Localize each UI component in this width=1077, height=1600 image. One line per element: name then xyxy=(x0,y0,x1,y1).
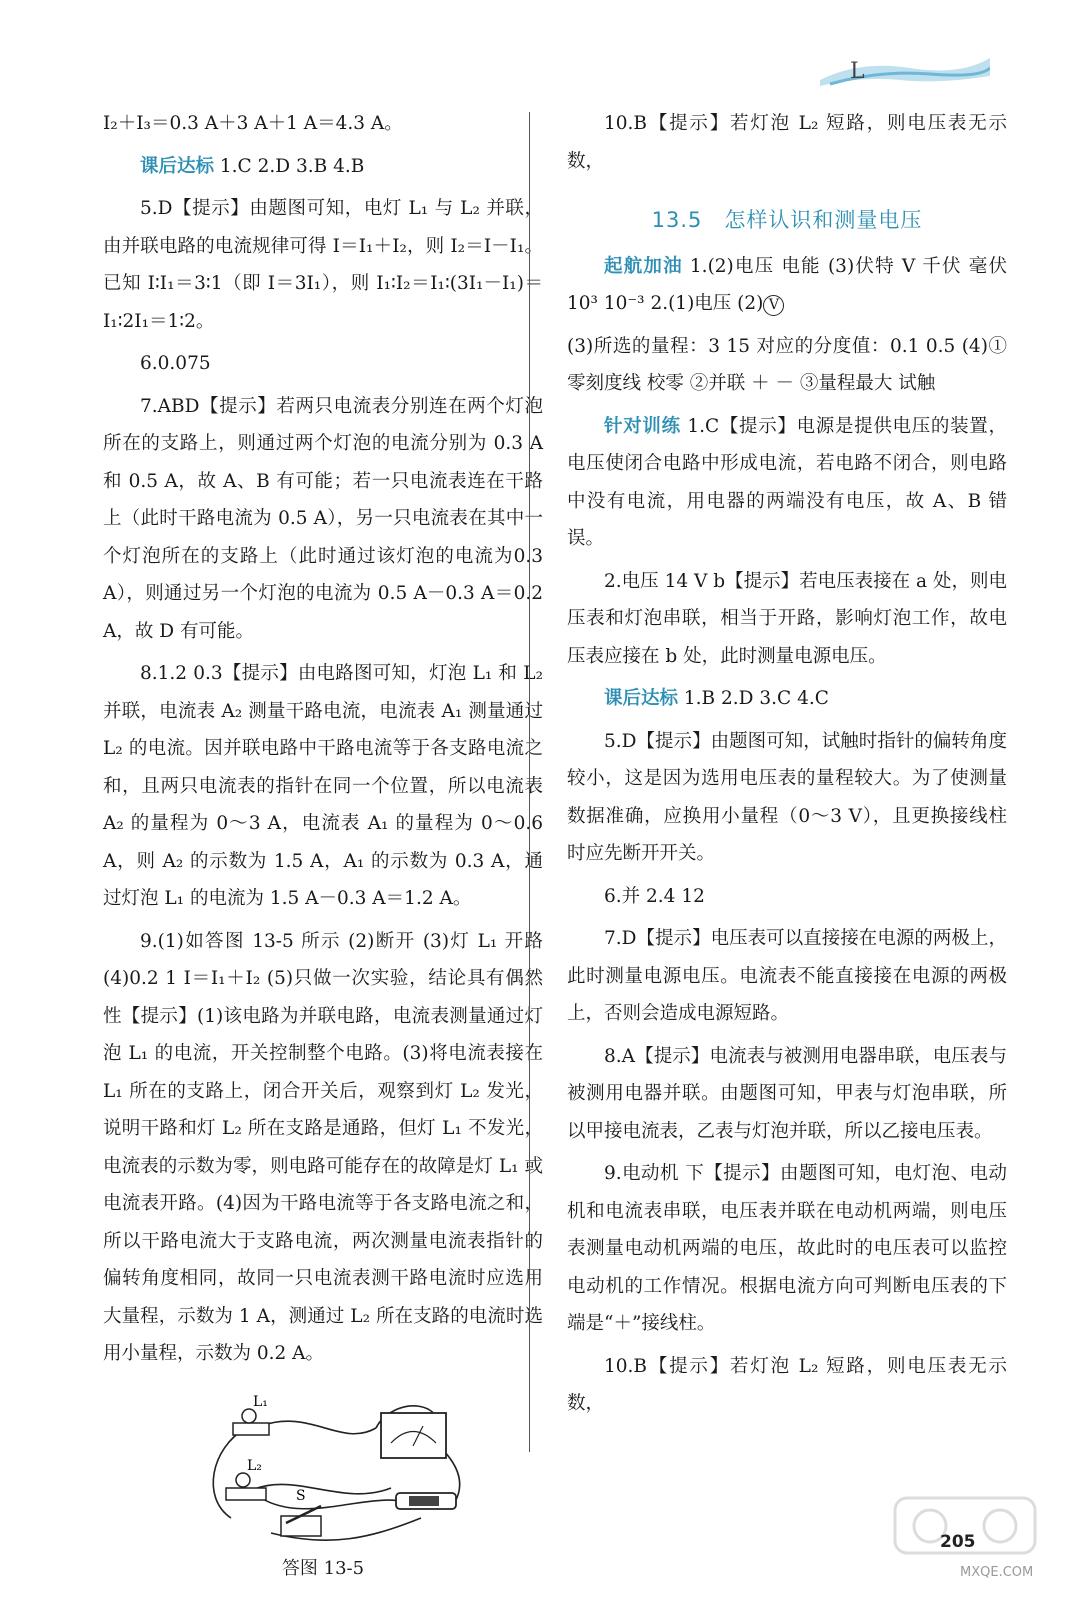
svg-text:L: L xyxy=(850,59,865,84)
qihang-answers-a: 1.(2)电压 电能 (3)伏特 V 千伏 毫伏 10³ 10⁻³ 2.(1)电压 (2) xyxy=(567,255,1007,314)
figure-label-l2: L₂ xyxy=(247,1457,262,1474)
answer-10: 10.B【提示】若灯泡 L₂ 短路，则电压表无示数， xyxy=(567,113,1007,172)
answer-10-right: 10.B【提示】若灯泡 L₂ 短路，则电压表无示数， xyxy=(567,1355,1007,1414)
header-decoration xyxy=(820,50,990,90)
figure-label-s: S xyxy=(296,1487,306,1504)
kehou-heading xyxy=(567,680,1007,718)
answer-5: 5.D【提示】由题图可知，电灯 L₁ 与 L₂ 并联，由并联电路的电流规律可得 I＝I₁＋I₂，则 I₂＝I－I₁。已知 I∶I₁＝3∶1（即 I＝3I₁），则 I₁∶I₂＝I₁∶(3I₁－I₁)＝I₁∶2I₁＝1∶2。 xyxy=(103,198,543,332)
answer-9-right: 9.电动机 下【提示】由题图可知，电灯泡、电动机和电流表串联，电压表并联在电动机两端，则电压表测量电动机两端的电压，故此时的电压表可以监控电动机的工作情况。根据电流方向可判断电压表的下端是“＋”接线柱。 xyxy=(567,1163,1007,1334)
section-title: 13.5 怎样认识和测量电压 xyxy=(651,208,923,232)
answer-7: 7.ABD【提示】若两只电流表分别连在两个灯泡所在的支路上，则通过两个灯泡的电流分别为 0.3 A 和 0.5 A，故 A、B 有可能；若一只电流表连在干路上（此时干路电流为 0.5 A），另一只电流表在其中一个灯泡所在的支路上（此时通过该灯泡的电流为0.3 A），则通过另一个灯泡的电流为 0.5 A－0.3 A＝0.2 A，故 D 有可能。 xyxy=(103,395,543,642)
section-answers: 1.C 2.D 3.B 4.B xyxy=(214,155,365,177)
zhendui-answer-2: 2.电压 14 V b【提示】若电压表接在 a 处，则电压表和灯泡串联，相当于开路，影响灯泡工作，故电压表应接在 b 处，此时测量电源电压。 xyxy=(567,570,1007,667)
right-column xyxy=(567,105,1007,1428)
watermark-logo xyxy=(890,1488,1040,1568)
answer-line-l0: I₂＋I₃＝0.3 A＋3 A＋1 A＝4.3 A。 xyxy=(103,113,403,134)
watermark-text: MXQE.COM xyxy=(960,1565,1034,1580)
figure-label-l1: L₁ xyxy=(253,1393,268,1410)
zhendui-answer-1 xyxy=(567,408,1007,558)
zhendui-answer-1-text: 1.C【提示】电源是提供电压的装置，电压使闭合电路中形成电流，若电路不闭合，则电路中没有电流，用电器的两端没有电压，故 A、B 错误。 xyxy=(567,415,1007,549)
answer-8-right: 8.A【提示】电流表与被测用电器串联，电压表与被测用电器并联。由题图可知，甲表与灯泡串联，所以甲接电流表，乙表与灯泡并联，所以乙接电压表。 xyxy=(567,1045,1007,1142)
qihang-answers xyxy=(567,248,1007,323)
section-label: 课后达标 xyxy=(604,688,679,709)
answer-6: 6.0.075 xyxy=(140,353,211,374)
circuit-diagram xyxy=(191,1388,491,1548)
kehou-answers: 1.B 2.D 3.C 4.C xyxy=(678,688,829,709)
section-label: 针对训练 xyxy=(604,415,681,437)
answer-6-right: 6.并 2.4 12 xyxy=(604,885,705,907)
figure-caption: 答图 13-5 xyxy=(281,1557,365,1579)
answer-5-right: 5.D【提示】由题图可知，试触时指针的偏转角度较小，这是因为选用电压表的量程较大。为了使测量数据准确，应换用小量程（0～3 V），且更换接线柱时应先断开开关。 xyxy=(567,730,1007,864)
qihang-answers-b: (3)所选的量程：3 15 对应的分度值：0.1 0.5 (4)①零刻度线 校零 ②并联 ＋ － ③量程最大 试触 xyxy=(567,335,1007,394)
voltmeter-symbol-icon: V xyxy=(763,295,784,316)
answer-section-heading xyxy=(103,148,543,186)
circuit-figure xyxy=(191,1388,491,1548)
answer-7-right: 7.D【提示】电压表可以直接接在电源的两极上，此时测量电源电压。电流表不能直接接在电源的两极上，否则会造成电源短路。 xyxy=(567,928,1007,1024)
answer-8: 8.1.2 0.3【提示】由电路图可知，灯泡 L₁ 和 L₂ 并联，电流表 A₂ 测量干路电流，电流表 A₁ 测量通过 L₂ 的电流。因并联电路中干路电流等于各支路电流之和，且两只电流表的指针在同一个位置，所以电流表 A₂ 的量程为 0～3 A，电流表 A₁ 的量程为 0～0.6 A，则 A₂ 的示数为 1.5 A，A₁ 的示数为 0.3 A，通过灯泡 L₁ 的电流为 1.5 A－0.3 A＝1.2 A。 xyxy=(103,663,543,909)
page-number: 205 xyxy=(940,1532,976,1552)
section-label: 起航加油 xyxy=(604,255,683,277)
section-label: 课后达标 xyxy=(140,155,215,177)
left-column xyxy=(103,105,543,1587)
answer-9: 9.(1)如答图 13-5 所示 (2)断开 (3)灯 L₁ 开路 (4)0.2 1 I＝I₁＋I₂ (5)只做一次实验，结论具有偶然性【提示】(1)该电路为并联电路，电流表测量通过灯泡 L₁ 的电流，开关控制整个电路。(3)将电流表接在 L₁ 所在的支路上，闭合开关后，观察到灯 L₂ 发光，说明干路和灯 L₂ 所在支路是通路，但灯 L₁ 不发光，电流表的示数为零，则电路可能存在的故障是灯 L₁ 或电流表开路。(4)因为干路电流等于各支路电流之和，所以干路电流大于支路电流，两次测量电流表指针的偏转角度相同，故同一只电流表测干路电流时应选用大量程，示数为 1 A，测通过 L₂ 所在支路的电流时选用小量程，示数为 0.2 A。 xyxy=(103,930,543,1364)
column-divider xyxy=(529,112,530,1452)
